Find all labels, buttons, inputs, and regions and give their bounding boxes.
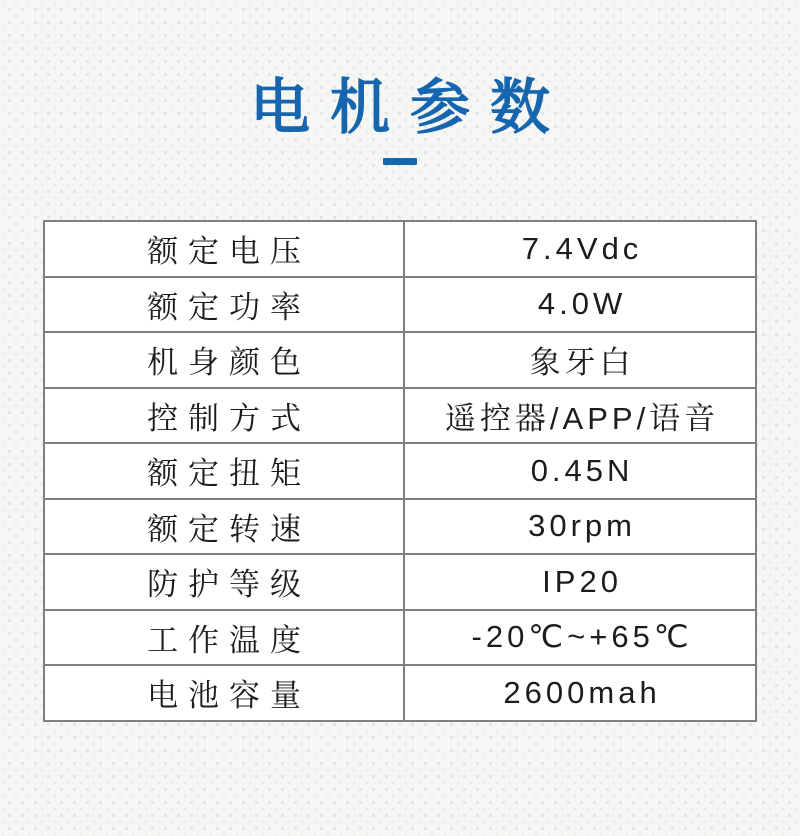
spec-value: -20℃~+65℃ — [404, 610, 756, 666]
spec-label: 控制方式 — [44, 388, 404, 444]
spec-value: 2600mah — [404, 665, 756, 721]
spec-value: 象牙白 — [404, 332, 756, 388]
table-row — [44, 499, 756, 555]
spec-label: 额定扭矩 — [44, 443, 404, 499]
spec-value: 30rpm — [404, 499, 756, 555]
table-row — [44, 554, 756, 610]
table-row — [44, 610, 756, 666]
spec-table-body — [44, 221, 756, 721]
spec-label: 防护等级 — [44, 554, 404, 610]
spec-label: 电池容量 — [44, 665, 404, 721]
table-row — [44, 277, 756, 333]
page-title — [0, 74, 800, 142]
table-row — [44, 665, 756, 721]
spec-value: IP20 — [404, 554, 756, 610]
spec-label: 额定转速 — [44, 499, 404, 555]
header — [0, 0, 800, 165]
spec-value: 遥控器/APP/语音 — [404, 388, 756, 444]
spec-table — [43, 220, 757, 722]
spec-value: 4.0W — [404, 277, 756, 333]
page-title-text: 电机参数 — [250, 74, 570, 141]
table-row — [44, 443, 756, 499]
table-row — [44, 221, 756, 277]
spec-value: 0.45N — [404, 443, 756, 499]
table-row — [44, 388, 756, 444]
spec-label: 额定功率 — [44, 277, 404, 333]
spec-label: 工作温度 — [44, 610, 404, 666]
spec-value: 7.4Vdc — [404, 221, 756, 277]
spec-label: 额定电压 — [44, 221, 404, 277]
spec-label: 机身颜色 — [44, 332, 404, 388]
table-row — [44, 332, 756, 388]
title-underline-accent — [383, 158, 417, 165]
